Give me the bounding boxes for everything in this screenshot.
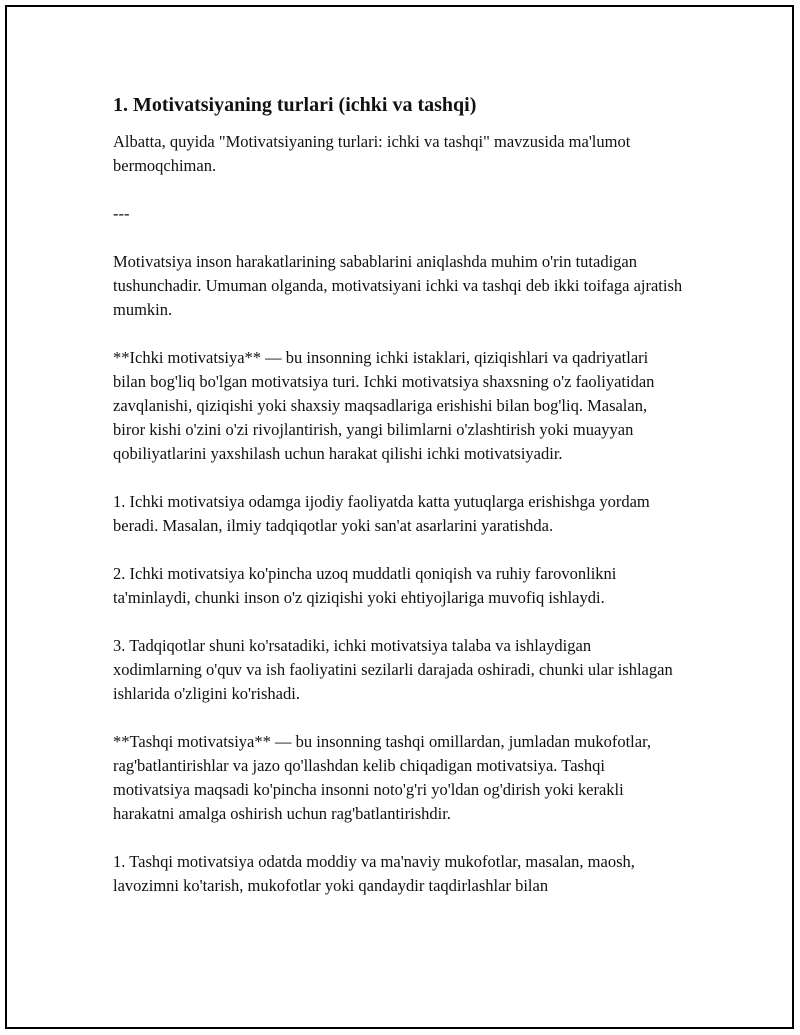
paragraph-intrinsic-point-3: 3. Tadqiqotlar shuni ko'rsatadiki, ichki motivatsiya talaba va ishlaydigan xodimlarning o'quv va ish faoliyatini sezilarli darajada oshiradi, chunki ular ishlagan ishlarida o'zligini ko'rishadi. <box>113 636 673 703</box>
paragraph-definition: Motivatsiya inson harakatlarining sabablarini aniqlashda muhim o'rin tutadigan tushunchadir. Umuman olganda, motivatsiyani ichki va tashqi deb ikki toifaga ajratish mumkin. <box>113 252 683 319</box>
document-heading: 1. Motivatsiyaning turlari (ichki va tashqi) <box>113 94 477 116</box>
paragraph-intrinsic-point-1: 1. Ichki motivatsiya odamga ijodiy faoliyatda katta yutuqlarga erishishga yordam beradi. Masalan, ilmiy tadqiqotlar yoki san'at asarlarini yaratishda. <box>113 492 650 535</box>
document-body <box>113 92 683 922</box>
paragraph-intrinsic: **Ichki motivatsiya** — bu insonning ichki istaklari, qiziqishlari va qadriyatlari bilan bog'liq bo'lgan motivatsiya turi. Ichki motivatsiya shaxsning o'z faoliyatidan zavqlanishi, qiziqishi yoki shaxsiy maqsadlariga erishishi bilan bog'liq. Masalan, biror kishi o'zini o'zi rivojlantirish, yangi bilimlarni o'zlashtirish yoki muayyan qobiliyatlarini yaxshilash uchun harakat qilishi ichki motivatsiyadir. <box>113 348 655 463</box>
paragraph-intrinsic-point-2: 2. Ichki motivatsiya ko'pincha uzoq muddatli qoniqish va ruhiy farovonlikni ta'minlaydi, chunki inson o'z qiziqishi yoki ehtiyojlariga muvofiq ishlaydi. <box>113 564 617 607</box>
paragraph-intro: Albatta, quyida "Motivatsiyaning turlari: ichki va tashqi" mavzusida ma'lumot bermoqchiman. <box>113 132 631 175</box>
paragraph-extrinsic: **Tashqi motivatsiya** — bu insonning tashqi omillardan, jumladan mukofotlar, rag'batlantirishlar va jazo qo'llashdan kelib chiqadigan motivatsiya. Tashqi motivatsiya maqsadi ko'pincha insonni noto'g'ri yo'ldan og'dirish yoki kerakli harakatni amalga oshirish uchun rag'batlantirishdir. <box>113 732 652 823</box>
paragraph-separator: --- <box>113 204 130 223</box>
paragraph-extrinsic-point-1: 1. Tashqi motivatsiya odatda moddiy va ma'naviy mukofotlar, masalan, maosh, lavozimni ko'tarish, mukofotlar yoki qandaydir taqdirlashlar bilan <box>113 852 635 895</box>
